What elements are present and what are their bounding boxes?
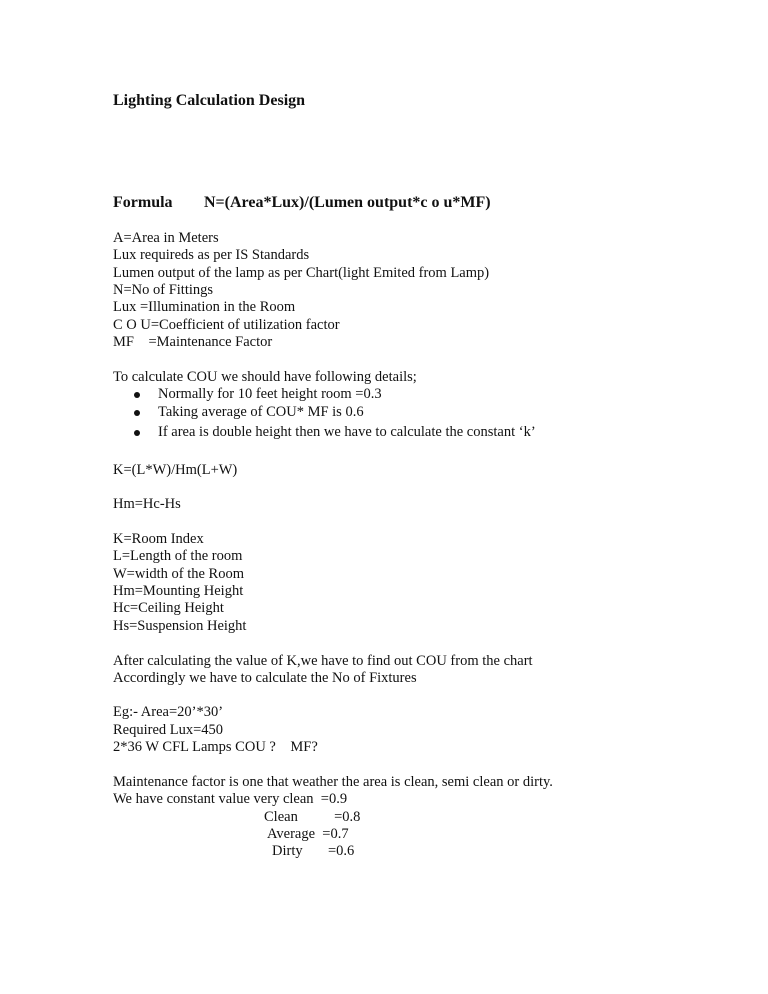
- bullet-icon: [134, 392, 140, 398]
- cou-bullet-item: If area is double height then we have to calculate the constant ‘k’: [158, 424, 536, 440]
- maintenance-first: We have constant value very clean =0.9: [113, 791, 348, 807]
- formula-equation: N=(Area*Lux)/(Lumen output*c o u*MF): [204, 194, 491, 211]
- k-formula: K=(L*W)/Hm(L+W): [113, 462, 238, 478]
- maintenance-row: Clean =0.8: [264, 809, 361, 825]
- maintenance-intro: Maintenance factor is one that weather the area is clean, semi clean or dirty.: [113, 774, 553, 790]
- cou-bullet-item: Normally for 10 feet height room =0.3: [158, 386, 382, 402]
- bullet-icon: [134, 430, 140, 436]
- variable-line: Hm=Mounting Height: [113, 583, 244, 599]
- maintenance-row: Dirty =0.6: [272, 843, 355, 859]
- example-line: Eg:- Area=20’*30’: [113, 704, 224, 720]
- variable-line: Hc=Ceiling Height: [113, 600, 224, 616]
- formula-label: Formula: [113, 194, 173, 211]
- cou-intro: To calculate COU we should have following details;: [113, 369, 417, 385]
- definition-line: A=Area in Meters: [113, 230, 219, 246]
- cou-bullet-item: Taking average of COU* MF is 0.6: [158, 404, 364, 420]
- example-line: Required Lux=450: [113, 722, 224, 738]
- definition-line: N=No of Fittings: [113, 282, 214, 298]
- bullet-icon: [134, 410, 140, 416]
- variable-line: W=width of the Room: [113, 566, 245, 582]
- definition-line: Lumen output of the lamp as per Chart(light Emited from Lamp): [113, 265, 490, 281]
- maintenance-row: Average =0.7: [267, 826, 349, 842]
- variable-line: Hs=Suspension Height: [113, 618, 247, 634]
- definition-line: Lux =Illumination in the Room: [113, 299, 296, 315]
- definition-line: MF =Maintenance Factor: [113, 334, 273, 350]
- after-calc-line: Accordingly we have to calculate the No of Fixtures: [113, 670, 417, 686]
- hm-formula: Hm=Hc-Hs: [113, 496, 181, 512]
- variable-line: K=Room Index: [113, 531, 204, 547]
- definition-line: Lux requireds as per IS Standards: [113, 247, 310, 263]
- variable-line: L=Length of the room: [113, 548, 243, 564]
- document-title: Lighting Calculation Design: [113, 92, 306, 109]
- example-line: 2*36 W CFL Lamps COU ? MF?: [113, 739, 318, 755]
- after-calc-line: After calculating the value of K,we have to find out COU from the chart: [113, 653, 533, 669]
- definition-line: C O U=Coefficient of utilization factor: [113, 317, 340, 333]
